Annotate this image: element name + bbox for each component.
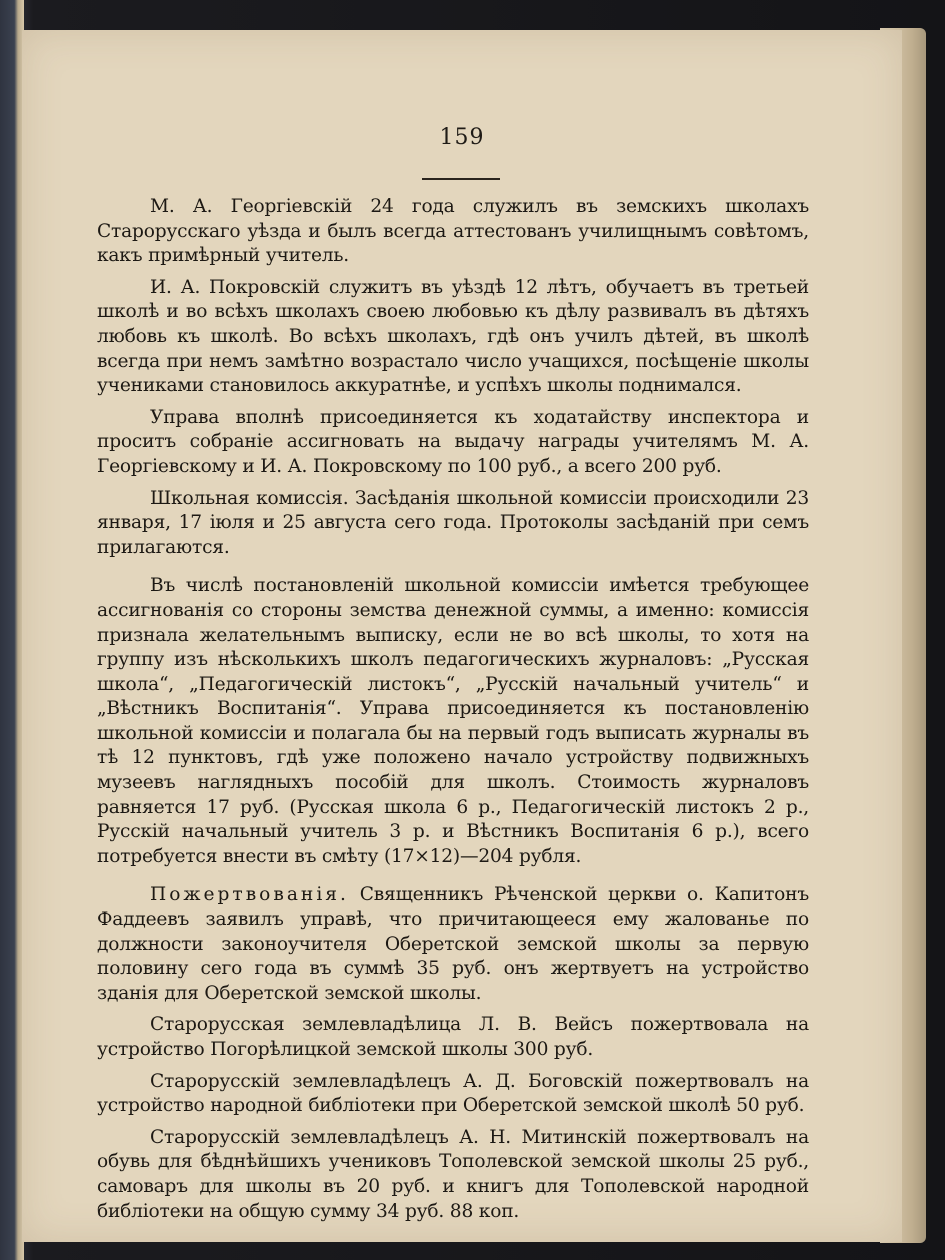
paragraph-bogovsky: Старорусскій землевладѣлецъ А. Д. Боговскій пожертвовалъ на устройство народной библіотеки при Оберетской земской школѣ 50 руб. xyxy=(97,1070,809,1117)
book-spine xyxy=(0,0,24,1260)
paragraph-weiss: Старорусская землевладѣлица Л. В. Вейсъ пожертвовала на устройство Погорѣлицкой земской школы 300 руб. xyxy=(97,1014,809,1060)
paragraph-pokrovsky: И. А. Покровскій служитъ въ уѣздѣ 12 лѣтъ, обучаетъ въ третьей школѣ и во всѣхъ школахъ своею любовью къ дѣлу развивалъ въ дѣтяхъ любовь къ школѣ. Во всѣхъ школахъ, гдѣ онъ училъ дѣтей, въ школѣ всегда при немъ замѣтно возрастало число учащихся, посѣщеніе школы учениками становилось аккуратнѣе, и успѣхъ школы поднимался. xyxy=(97,276,809,397)
paragraph-journals: Въ числѣ постановленій школьной комиссіи имѣется требующее ассигнованія со стороны земства денежной суммы, а именно: комиссія признала желательнымъ выписку, если не во всѣ школы, то хотя на группу изъ нѣсколькихъ школъ педагогическихъ журналовъ: „Русская школа“, „Педагогическій листокъ“, „Русскій начальный учитель“ и „Вѣстникъ Воспитанія“. Управа присоединяется къ постановленію школьной комиссіи и полагала бы на первый годъ выписать журналы въ тѣ 12 пунктовъ, гдѣ уже положено начало устройству подвижныхъ музеевъ наглядныхъ пособій для школъ. Стоимость журналовъ равняется 17 руб. (Русская школа 6 р., Педагогическій листокъ 2 р., Русскій начальный учитель 3 р. и Вѣстникъ Воспитанія 6 р.), всего потребуется внести въ смѣту (17×12)—204 рубля. xyxy=(97,575,809,867)
page-number-underline xyxy=(422,178,500,180)
paragraph-donations xyxy=(97,883,809,1006)
donations-text: Священникъ Рѣченской церкви о. Капитонъ Фаддеевъ заявилъ управѣ, что причитающееся ему жалованье по должности законоучителя Оберетской земской школы за первую половину сего года въ суммѣ 35 руб. онъ жертвуетъ на устройство зданія для Оберетской земской школы. xyxy=(97,884,809,1004)
paragraph-uprava: Управа вполнѣ присоединяется къ ходатайству инспектора и проситъ собраніе ассигновать на выдачу награды учителямъ М. А. Георгіевскому и И. А. Покровскому по 100 руб., а всего 200 руб. xyxy=(97,406,809,477)
page-text xyxy=(97,195,809,1231)
paragraph-mitinsky: Старорусскій землевладѣлецъ А. Н. Митинскій пожертвовалъ на обувь для бѣднѣйшихъ учениковъ Тополевской земской школы 25 руб., самоваръ для школы въ 20 руб. и книгъ для Тополевской народной библіотеки на общую сумму 34 руб. 88 коп. xyxy=(97,1126,809,1222)
book-page xyxy=(22,30,902,1242)
donations-heading: Пожертвованія. xyxy=(150,884,349,906)
page-number: 159 xyxy=(439,125,485,150)
paragraph-georgievsky: М. А. Георгіевскій 24 года служилъ въ земскихъ школахъ Старорусскаго уѣзда и былъ всегда аттестованъ училищнымъ совѣтомъ, какъ примѣрный учитель. xyxy=(97,196,809,267)
paragraph-school-commission: Школьная комиссія. Засѣданія школьной комиссіи происходили 23 января, 17 іюля и 25 августа сего года. Протоколы засѣданій при семъ прилагаются. xyxy=(97,487,809,558)
